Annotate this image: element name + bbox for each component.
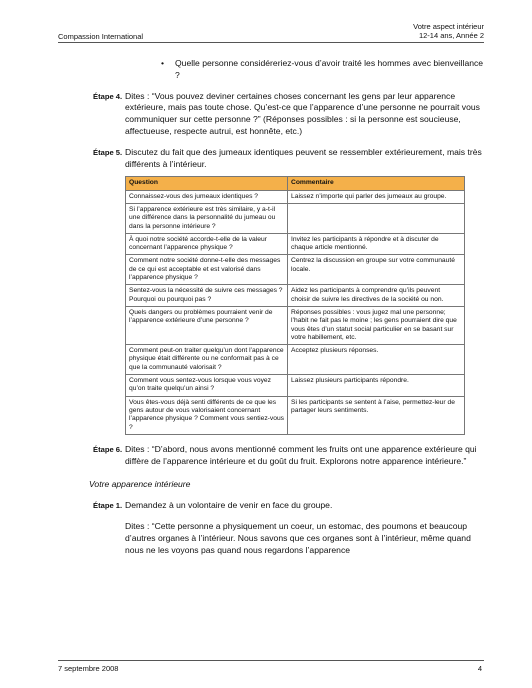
table-row: [126, 285, 465, 307]
bullet-text: Quelle personne considéreriez-vous d’avoir traité les hommes avec bienveillance ?: [174, 58, 484, 80]
page-number: 4: [477, 664, 482, 673]
step-1-para-text: Dites : “Cette personne a physiquement un coeur, un estomac, des poumons et beaucoup d’autres organes à l’intérieur. Nous savons que ces organes sont à l’intérieur, même quand nous ne les voyons pas quand nous regardons l’apparence: [125, 520, 471, 555]
step-4: [93, 90, 490, 138]
bullet-item: [161, 58, 490, 82]
table-row: [126, 396, 465, 434]
header-divider: [58, 42, 484, 43]
question-cell: Sentez-vous la nécessité de suivre ces messages ? Pourquoi ou pourquoi pas ?: [126, 285, 288, 307]
comment-cell: Acceptez plusieurs réponses.: [288, 345, 465, 375]
step-4-text: Dites : “Vous pouvez deviner certaines choses concernant les gens par leur apparence extérieure, mais pas toute chose. Qu’est-ce que l’apparence d’une personne ne pourrait vous communiquer sur cette personne ?” (Réponses possibles : si la personne est soucieuse, affectueuse, respecte autrui, est honnête, etc.): [125, 90, 480, 136]
footer-date: 7 septembre 2008: [58, 664, 119, 673]
step-5-text: Discutez du fait que des jumeaux identiques peuvent se ressembler extérieurement, mais très différents à l’intérieur.: [125, 146, 482, 169]
question-cell: Quels dangers ou problèmes pourraient venir de l’apparence extérieure d’une personne ?: [126, 306, 288, 344]
step-5: [93, 146, 490, 171]
header-title: Votre aspect intérieur: [413, 22, 484, 31]
bullet-icon: •: [161, 58, 165, 68]
step-5-label: Étape 5.: [93, 147, 123, 157]
comment-cell: Centrez la discussion en groupe sur votre communauté locale.: [288, 255, 465, 285]
comment-cell: [288, 203, 465, 233]
section-heading: Votre apparence intérieure: [89, 479, 191, 490]
comment-cell: Invitez les participants à répondre et à discuter de chaque article mentionné.: [288, 233, 465, 255]
column-header-comment: Commentaire: [288, 177, 465, 190]
comment-cell: Aidez les participants à comprendre qu’ils peuvent choisir de suivre les directives de la société ou non.: [288, 285, 465, 307]
header-right: [413, 22, 484, 40]
question-cell: Comment notre société donne-t-elle des messages de ce qui est acceptable et est valorisé dans l’apparence physique ?: [126, 255, 288, 285]
step-6: [93, 443, 490, 468]
table-row: [126, 345, 465, 375]
table-header-row: [126, 177, 465, 190]
step-1-paragraph: [125, 521, 490, 556]
discussion-table: [125, 176, 465, 434]
table-row: [126, 190, 465, 203]
comment-cell: Si les participants se sentent à l’aise, permettez-leur de partager leurs sentiments.: [288, 396, 465, 434]
step-6-label: Étape 6.: [93, 444, 123, 454]
question-cell: Connaissez-vous des jumeaux identiques ?: [126, 190, 288, 203]
question-cell: Vous êtes-vous déjà senti différents de ce que les gens autour de vous valorisaient concernant l’apparence physique ? Comment vous sentiez-vous ?: [126, 396, 288, 434]
question-cell: Comment vous sentez-vous lorsque vous voyez qu’on traite quelqu’un ainsi ?: [126, 375, 288, 397]
step-1: [93, 500, 490, 512]
step-4-label: Étape 4.: [93, 91, 123, 101]
document-body: [89, 58, 490, 556]
step-6-text: Dites : “D’abord, nous avons mentionné comment les fruits ont une apparence extérieure qui diffère de l’apparence intérieure et du goût du fruit. Explorons notre apparence intérieure.”: [125, 443, 477, 466]
table-row: [126, 375, 465, 397]
question-cell: Comment peut-on traiter quelqu’un dont l’apparence physique était différente ou ne conformait pas à ce que la communauté valorisait ?: [126, 345, 288, 375]
question-cell: À quoi notre société accorde-t-elle de la valeur concernant l’apparence physique ?: [126, 233, 288, 255]
comment-cell: Laissez n’importe qui parler des jumeaux au groupe.: [288, 190, 465, 203]
header-subtitle: 12-14 ans, Année 2: [418, 31, 484, 40]
comment-cell: Réponses possibles : vous jugez mal une personne; l’habit ne fait pas le moine ; les gens pourraient dire que vous êtes d’un statut social particulier en se basant sur votre habillement, etc.: [288, 306, 465, 344]
table-row: [126, 306, 465, 344]
table-row: [126, 255, 465, 285]
question-cell: Si l’apparence extérieure est très similaire, y a-t-il une différence dans la personnalité du jumeau ou dans la personne intérieure ?: [126, 203, 288, 233]
table-row: [126, 233, 465, 255]
comment-cell: Laissez plusieurs participants répondre.: [288, 375, 465, 397]
column-header-question: Question: [126, 177, 288, 190]
header-org: Compassion International: [58, 32, 144, 41]
table-row: [126, 203, 465, 233]
step-1-label: Étape 1.: [93, 501, 123, 511]
footer-divider: [58, 660, 484, 661]
step-1-text: Demandez à un volontaire de venir en face du groupe.: [125, 500, 333, 511]
